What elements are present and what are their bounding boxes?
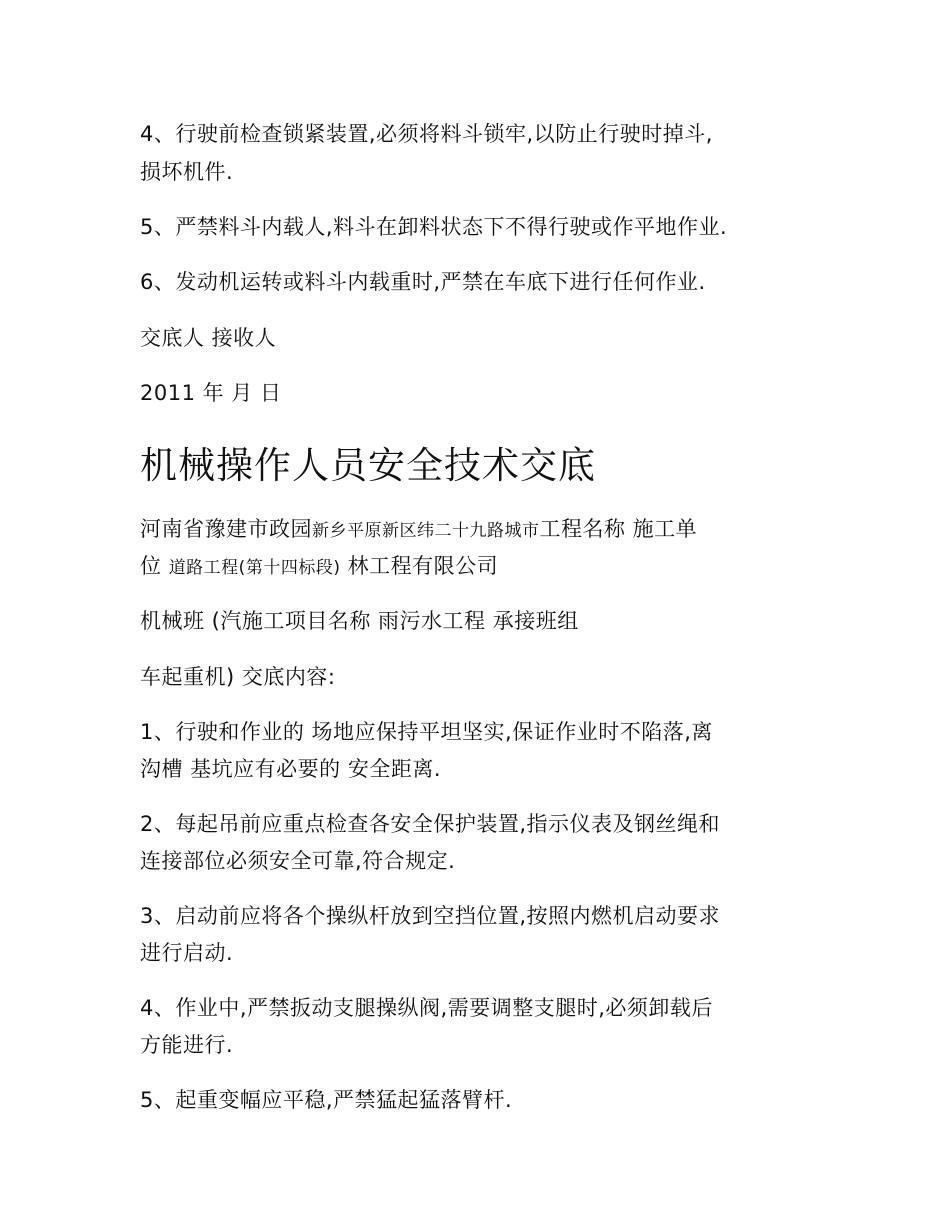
section2-item2-line1: 2、每起吊前应重点检查各安全保护装置,指示仪表及钢丝绳和 — [140, 812, 721, 836]
project-header-line1 — [140, 511, 820, 549]
project-header-line2 — [140, 548, 820, 586]
section2-item2-line2: 连接部位必须安全可靠,符合规定. — [140, 849, 456, 873]
section1-item5: 5、严禁料斗内载人,料斗在卸料状态下不得行驶或作平地作业. — [140, 215, 728, 239]
section2-item1-line1: 1、行驶和作业的 场地应保持平坦坚实,保证作业时不陷落,离 — [140, 720, 713, 744]
header-line1-part-a: 河南省豫建市政园 — [140, 517, 312, 541]
date-line: 2011 年 月 日 — [140, 381, 282, 405]
project-header-line4: 车起重机) 交底内容: — [140, 665, 336, 689]
section2-item5: 5、起重变幅应平稳,严禁猛起猛落臂杆. — [140, 1088, 513, 1112]
section1-item6: 6、发动机运转或料斗内载重时,严禁在车底下进行任何作业. — [140, 270, 706, 294]
header-line1-part-c: 工程名称 施工单 — [539, 517, 698, 541]
header-line2-part-c: 林工程有限公司 — [340, 554, 499, 578]
header-line2-part-a: 位 — [140, 554, 169, 578]
section1-item4-line1: 4、行驶前检查锁紧装置,必须将料斗锁牢,以防止行驶时掉斗, — [140, 122, 713, 146]
section2-item4-line1: 4、作业中,严禁扳动支腿操纵阀,需要调整支腿时,必须卸载后 — [140, 996, 713, 1020]
header-line2-part-b: 道路工程(第十四标段) — [168, 558, 341, 578]
header-line1-part-b: 新乡平原新区纬二十九路城市 — [312, 521, 540, 541]
section2-item1-line2: 沟槽 基坑应有必要的 安全距离. — [140, 757, 442, 781]
section2-item3-line2: 进行启动. — [140, 941, 234, 965]
page-title: 机械操作人员安全技术交底 — [140, 444, 596, 487]
section2-item3-line1: 3、启动前应将各个操纵杆放到空挡位置,按照内燃机启动要求 — [140, 904, 721, 928]
section1-item4-line2: 损坏机件. — [140, 160, 234, 184]
signature-line: 交底人 接收人 — [140, 326, 277, 350]
section2-item4-line2: 方能进行. — [140, 1033, 234, 1057]
project-header-line3: 机械班 (汽施工项目名称 雨污水工程 承接班组 — [140, 609, 579, 633]
